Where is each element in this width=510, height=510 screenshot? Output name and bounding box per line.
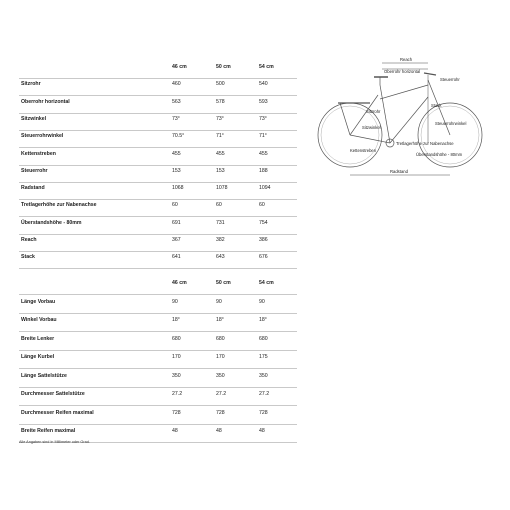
row-value: 90: [216, 298, 222, 305]
row-value: 578: [216, 98, 225, 105]
table-row: [19, 147, 297, 166]
row-label: Länge Vorbau: [21, 298, 56, 305]
row-value: 350: [216, 372, 225, 379]
table-row: [19, 406, 297, 425]
table-row: [19, 77, 297, 96]
row-value: 382: [216, 237, 225, 243]
row-label: Durchmesser Reifen maximal: [21, 409, 94, 416]
table-row: [19, 95, 297, 114]
label-tretlager: Tretlagerhöhe zur Nabenachse: [396, 141, 454, 146]
row-value: 18°: [172, 317, 180, 323]
row-value: 27.2: [216, 391, 227, 397]
column-header: 46 cm: [172, 64, 187, 70]
table-row: [19, 250, 297, 269]
row-value: 1078: [216, 185, 228, 192]
row-value: 1068: [172, 185, 184, 192]
row-value: 48: [216, 428, 222, 434]
label-oberrohr: Oberrohr horizontal: [384, 69, 421, 74]
row-label: Tretlagerhöhe zur Nabenachse: [21, 202, 97, 209]
row-value: 593: [259, 98, 268, 105]
row-value: 48: [259, 428, 265, 434]
row-value: 350: [259, 372, 268, 379]
row-value: 540: [259, 81, 268, 88]
row-value: 500: [216, 81, 225, 88]
label-reach: Reach: [400, 57, 413, 62]
row-value: 60: [172, 202, 178, 209]
label-radstand: Radstand: [390, 169, 408, 174]
row-value: 386: [259, 237, 268, 243]
column-header: 54 cm: [259, 64, 274, 70]
column-header: 50 cm: [216, 64, 231, 70]
bike-geometry-diagram: [310, 55, 490, 185]
table-row: [19, 350, 297, 369]
row-value: 367: [172, 237, 181, 243]
row-value: 18°: [259, 317, 267, 323]
row-value: 90: [259, 298, 265, 305]
row-label: Winkel Vorbau: [21, 317, 57, 323]
table-header: [19, 276, 297, 295]
row-value: 153: [216, 167, 225, 174]
row-value: 71°: [216, 133, 224, 140]
label-kettenstreben: Kettenstreben: [350, 148, 377, 153]
row-value: 73°: [172, 115, 180, 122]
column-header: 46 cm: [172, 280, 187, 286]
row-value: 728: [216, 409, 225, 416]
column-header: 50 cm: [216, 280, 231, 286]
label-steuerrohr: Steuerrohr: [440, 77, 460, 82]
row-value: 188: [259, 167, 268, 174]
row-value: 153: [172, 167, 181, 174]
table-row: [19, 295, 297, 314]
row-value: 680: [259, 335, 268, 342]
row-label: Reach: [21, 237, 37, 243]
row-value: 73°: [259, 115, 267, 122]
row-value: 60: [216, 202, 222, 209]
table-row: [19, 332, 297, 351]
row-label: Stack: [21, 254, 35, 261]
table-row: [19, 233, 297, 252]
row-label: Sitzwinkel: [21, 115, 47, 122]
row-value: 27.2: [259, 391, 270, 397]
table-row: [19, 112, 297, 131]
table-row: [19, 216, 297, 235]
row-value: 350: [172, 372, 181, 379]
column-header: 54 cm: [259, 280, 274, 286]
row-value: 691: [172, 219, 181, 226]
row-value: 731: [216, 219, 225, 226]
row-label: Kettenstreben: [21, 150, 56, 157]
table-row: [19, 313, 297, 332]
geometry-table: [19, 60, 297, 276]
row-label: Steuerrohr: [21, 167, 48, 174]
footnote: Alle Angaben sind in Millimeter oder Grad.: [19, 440, 90, 444]
row-label: Länge Kurbel: [21, 354, 55, 360]
table-row: [19, 164, 297, 183]
row-value: 676: [259, 254, 268, 261]
row-value: 175: [259, 354, 268, 360]
row-label: Überstandshöhe - 80mm: [21, 219, 82, 226]
row-value: 563: [172, 98, 181, 105]
table-row: [19, 387, 297, 406]
row-value: 170: [172, 354, 181, 360]
table-row: [19, 129, 297, 148]
row-label: Radstand: [21, 185, 45, 192]
row-value: 60: [259, 202, 265, 209]
label-sitzwinkel: Sitzwinkel: [362, 125, 381, 130]
row-value: 680: [216, 335, 225, 342]
row-label: Durchmesser Sattelstütze: [21, 391, 85, 397]
table-row: [19, 198, 297, 217]
row-value: 170: [216, 354, 225, 360]
row-value: 680: [172, 335, 181, 342]
row-value: 90: [172, 298, 178, 305]
row-value: 48: [172, 428, 178, 434]
components-table: [19, 276, 297, 438]
row-label: Breite Lenker: [21, 335, 55, 342]
row-value: 73°: [216, 115, 224, 122]
label-ueberstand: Überstandshöhe - 80mm: [416, 152, 463, 157]
row-value: 728: [172, 409, 181, 416]
row-value: 70.5°: [172, 133, 185, 140]
row-label: Oberrohr horizontal: [21, 98, 70, 105]
label-stack: Stack: [431, 103, 442, 108]
table-header: [19, 60, 297, 79]
table-row: [19, 369, 297, 388]
row-value: 18°: [216, 317, 224, 323]
row-value: 71°: [259, 133, 267, 140]
row-label: Länge Sattelstütze: [21, 372, 67, 379]
row-value: 27.2: [172, 391, 183, 397]
row-value: 754: [259, 219, 268, 226]
row-label: Sitzrohr: [21, 81, 41, 88]
row-value: 460: [172, 81, 181, 88]
row-value: 1094: [259, 185, 271, 192]
row-value: 455: [172, 150, 181, 157]
row-value: 728: [259, 409, 268, 416]
row-value: 643: [216, 254, 225, 261]
label-steuerrohrwinkel: Steuerrohrwinkel: [435, 121, 467, 126]
row-value: 641: [172, 254, 181, 261]
label-sitzrohr: Sitzrohr: [366, 109, 381, 114]
row-value: 455: [259, 150, 268, 157]
row-label: Breite Reifen maximal: [21, 428, 76, 434]
row-value: 455: [216, 150, 225, 157]
table-row: [19, 181, 297, 200]
row-label: Steuerrohrwinkel: [21, 133, 64, 140]
